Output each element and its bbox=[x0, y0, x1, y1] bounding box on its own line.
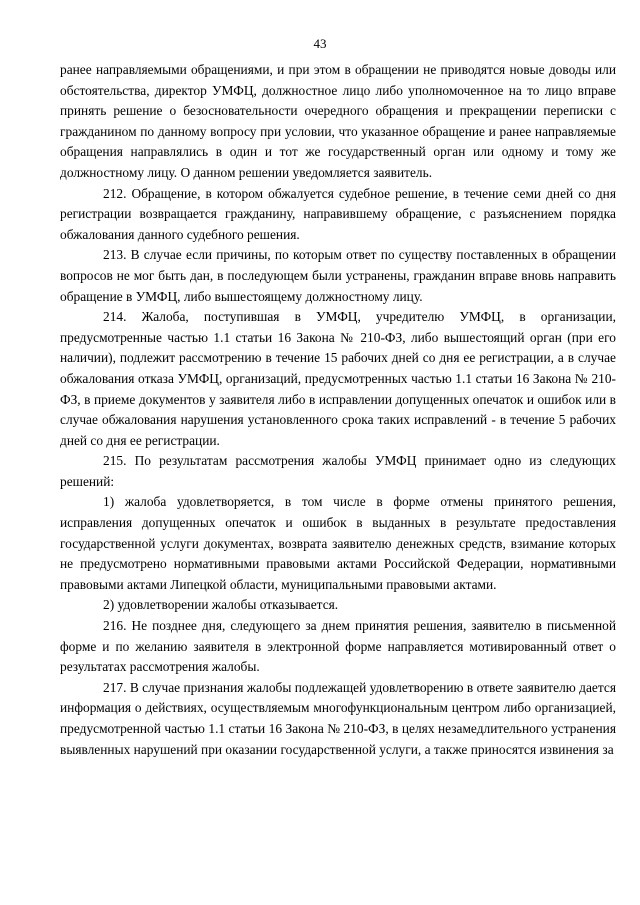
paragraph-217: 217. В случае признания жалобы подлежащей удовлетворению в ответе заявителю дается информация о действиях, осуществляемым многофункциональным центром либо организацией, предусмотренной частью 1.1 статьи 16 Закона № 210-ФЗ, в целях незамедлительного устранения выявленных нарушений при оказании государственной услуги, а также приносятся извинения за bbox=[60, 679, 616, 757]
document-body bbox=[60, 60, 616, 760]
paragraph-213: 213. В случае если причины, по которым ответ по существу поставленных в обращении вопросов не мог быть дан, в последующем были устранены, гражданин вправе вновь направить обращение в УМФЦ, либо вышестоящему должностному лицу. bbox=[60, 247, 616, 304]
paragraph-214: 214. Жалоба, поступившая в УМФЦ, учредителю УМФЦ, в организации, предусмотренные частью 1.1 статьи 16 Закона № 210-ФЗ, либо вышестоящий орган (при его наличии), подлежит рассмотрению в течение 15 рабочих дней со дня ее регистрации, а в случае обжалования отказа УМФЦ, организаций, предусмотренных частью 1.1 статьи 16 Закона № 210-ФЗ, в приеме документов у заявителя либо в исправлении допущенных опечаток и ошибок или в случае обжалования нарушения установленного срока таких исправлений - в течение 5 рабочих дней со дня ее регистрации. bbox=[60, 309, 616, 448]
paragraph-215-item-2: 2) удовлетворении жалобы отказывается. bbox=[103, 597, 339, 613]
paragraph-215-item-1: 1) жалоба удовлетворяется, в том числе в форме отмены принятого решения, исправления допущенных опечаток и ошибок в выданных в результате предоставления государственной услуги документах, возврата заявителю денежных средств, взимание которых не предусмотрено нормативными правовыми актами Российской Федерации, нормативными правовыми актами Липецкой области, муниципальными правовыми актами. bbox=[60, 494, 616, 592]
paragraph-216: 216. Не позднее дня, следующего за днем принятия решения, заявителю в письменной форме и по желанию заявителя в электронной форме направляется мотивированный ответ о результатах рассмотрения жалобы. bbox=[60, 618, 616, 675]
page-number: 43 bbox=[313, 36, 327, 51]
paragraph-212: 212. Обращение, в котором обжалуется судебное решение, в течение семи дней со дня регистрации возвращается гражданину, направившему обращение, с разъяснением порядка обжалования данного судебного решения. bbox=[60, 185, 616, 242]
paragraph-215: 215. По результатам рассмотрения жалобы УМФЦ принимает одно из следующих решений: bbox=[60, 453, 616, 489]
paragraph-continuation: ранее направляемыми обращениями, и при этом в обращении не приводятся новые доводы или обстоятельства, директор УМФЦ, должностное лицо либо уполномоченное на то лицо вправе принять решение о безосновательности очередного обращения и прекращении переписки с гражданином по данному вопросу при условии, что указанное обращение и ранее направляемые обращения направлялись в один и тот же государственный орган или одному и тому же должностному лицу. О данном решении уведомляется заявитель. bbox=[60, 62, 616, 180]
